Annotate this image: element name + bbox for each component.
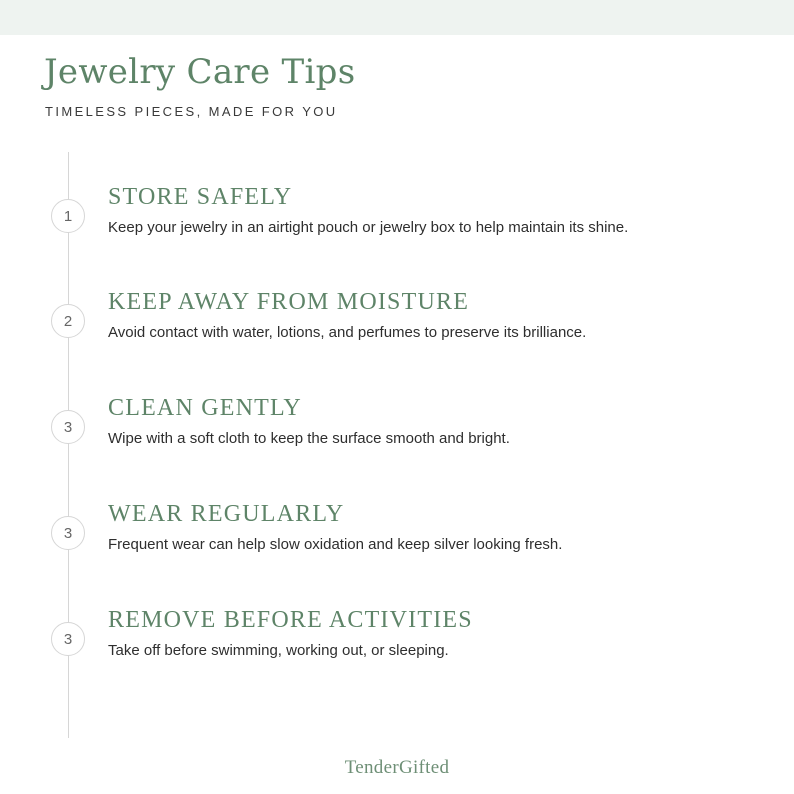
step-3 [0, 395, 794, 490]
brand-name: TenderGifted [344, 757, 450, 778]
top-band [0, 0, 794, 35]
step-number-badge: 3 [51, 410, 85, 444]
page-title: Jewelry Care Tips [44, 52, 356, 92]
step-1 [0, 184, 794, 279]
step-description: Wipe with a soft cloth to keep the surface smooth and bright. [108, 430, 510, 447]
step-description: Avoid contact with water, lotions, and perfumes to preserve its brilliance. [108, 324, 587, 341]
step-title: KEEP AWAY FROM MOISTURE [108, 289, 470, 315]
step-number-badge: 3 [51, 622, 85, 656]
step-description: Take off before swimming, working out, or sleeping. [108, 642, 449, 659]
step-description: Frequent wear can help slow oxidation and keep silver looking fresh. [108, 536, 563, 553]
step-title: STORE SAFELY [108, 184, 293, 210]
step-title: WEAR REGULARLY [108, 501, 345, 527]
step-title: CLEAN GENTLY [108, 395, 302, 421]
step-number-badge: 1 [51, 199, 85, 233]
step-title: REMOVE BEFORE ACTIVITIES [108, 607, 473, 633]
step-5 [0, 607, 794, 702]
step-number-badge: 3 [51, 516, 85, 550]
step-number-badge: 2 [51, 304, 85, 338]
step-description: Keep your jewelry in an airtight pouch or jewelry box to help maintain its shine. [108, 219, 629, 236]
step-4 [0, 501, 794, 596]
step-2 [0, 289, 794, 384]
page-subtitle: TIMELESS PIECES, MADE FOR YOU [45, 104, 338, 119]
